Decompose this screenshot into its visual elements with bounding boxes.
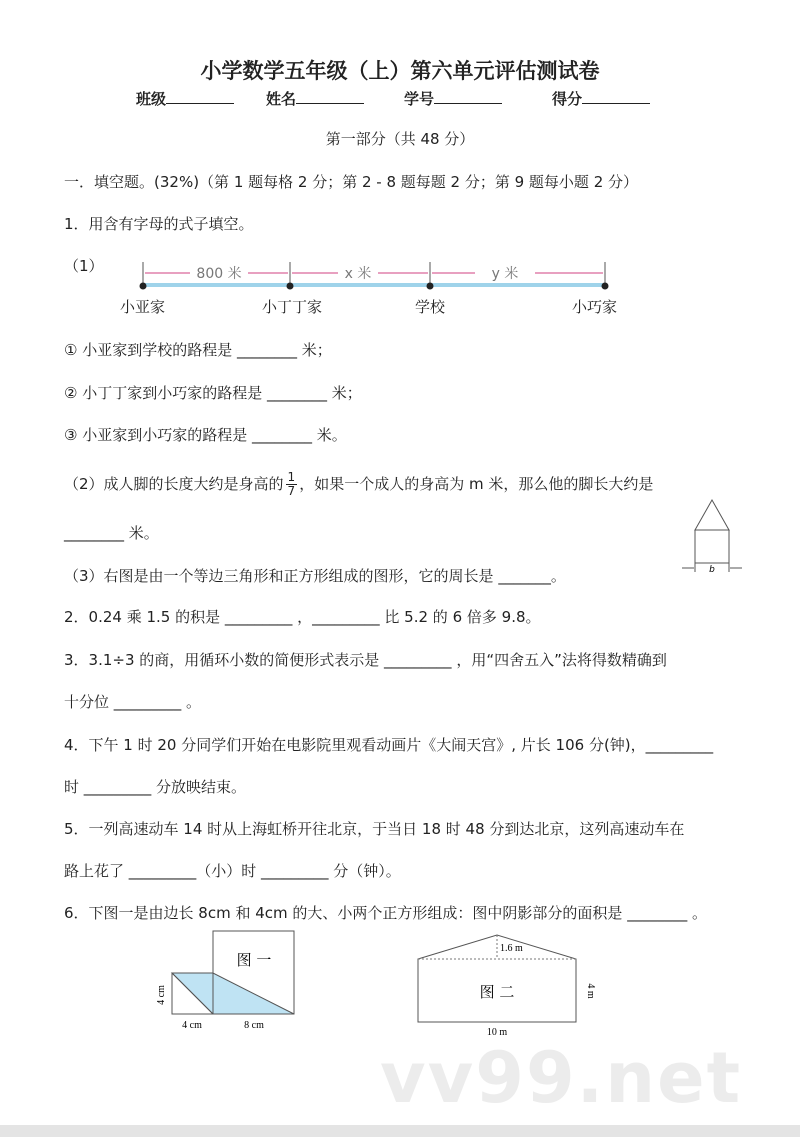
dimension-label: 4 cm bbox=[156, 985, 167, 1005]
place-label: 小亚家 bbox=[120, 298, 166, 316]
watermark: vv99.net bbox=[380, 1037, 743, 1119]
side-label: b bbox=[709, 565, 715, 575]
q3-text-cont: 十分位 _________ 。 bbox=[64, 693, 202, 711]
class-label: 班级 bbox=[136, 90, 167, 108]
blank[interactable] bbox=[582, 89, 650, 104]
part-heading: 第一部分（共 48 分） bbox=[325, 130, 475, 148]
fraction bbox=[286, 471, 298, 498]
q1-item-b: ② 小丁丁家到小巧家的路程是 ________ 米； bbox=[64, 384, 362, 402]
name-label: 姓名 bbox=[266, 90, 297, 108]
q2-text: 2．0.24 乘 1.5 的积是 _________ ，_________ 比 5.2 的 6 倍多 9.8。 bbox=[64, 608, 541, 626]
q1-sub2 bbox=[64, 468, 653, 500]
q3-text: 3．3.1÷3 的商，用循环小数的简便形式表示是 _________ ，用“四舍五入”法将得数精确到 bbox=[64, 651, 667, 669]
q5-text: 5．一列高速动车 14 时从上海虹桥开往北京，于当日 18 时 48 分到达北京，这列高速动车在 bbox=[64, 820, 685, 838]
dimension-label: 8 cm bbox=[244, 1020, 264, 1031]
segment-label: 800 米 bbox=[196, 266, 242, 282]
blank[interactable] bbox=[296, 89, 364, 104]
id-field bbox=[404, 88, 502, 109]
q4-text-cont: 时 _________ 分放映结束。 bbox=[64, 778, 247, 796]
q1-sub3: （3）右图是由一个等边三角形和正方形组成的图形，它的周长是 _______。 bbox=[64, 567, 566, 585]
q4-text: 4．下午 1 时 20 分同学们开始在电影院里观看动画片《大闹天宫》, 片长 106 分(钟)，_________ bbox=[64, 736, 714, 754]
q1-sub2-text: （2）成人脚的长度大约是身高的 bbox=[64, 475, 284, 493]
q1-sub2-text: ，如果一个成人的身高为 m 米，那么他的脚长大约是 bbox=[299, 475, 654, 493]
q1-text: 1．用含有字母的式子填空。 bbox=[64, 215, 254, 233]
segment-label: x 米 bbox=[344, 266, 372, 282]
blank[interactable] bbox=[166, 89, 234, 104]
name-field bbox=[266, 88, 364, 109]
page-bottom-edge bbox=[0, 1125, 800, 1137]
dimension-label: 4 m bbox=[585, 983, 596, 999]
q1-sub2-answer: ________ 米。 bbox=[64, 524, 159, 542]
distance-diagram bbox=[130, 256, 620, 296]
section-heading: 一．填空题。(32%)（第 1 题每格 2 分；第 2 - 8 题每题 2 分；第 9 题每小题 2 分） bbox=[64, 173, 639, 191]
page-title: 小学数学五年级（上）第六单元评估测试卷 bbox=[200, 59, 600, 83]
class-field bbox=[136, 88, 234, 109]
q1-item-a: ① 小亚家到学校的路程是 ________ 米； bbox=[64, 341, 332, 359]
segment-label: y 米 bbox=[491, 266, 519, 282]
id-label: 学号 bbox=[404, 90, 435, 108]
q5-text-cont: 路上花了 _________（小）时 _________ 分（钟）。 bbox=[64, 862, 401, 880]
dimension-label: 10 m bbox=[486, 1027, 508, 1038]
figure-one bbox=[150, 925, 310, 1035]
figure-caption: 图 一 bbox=[236, 951, 272, 969]
place-label: 学校 bbox=[415, 298, 446, 316]
denominator: 7 bbox=[287, 484, 296, 498]
figure-caption: 图 二 bbox=[479, 983, 515, 1001]
q1-item-c: ③ 小亚家到小巧家的路程是 ________ 米。 bbox=[64, 426, 347, 444]
place-label: 小丁丁家 bbox=[262, 298, 323, 316]
figure-two bbox=[410, 925, 600, 1040]
score-label: 得分 bbox=[552, 90, 583, 108]
q1-sub1: （1） bbox=[64, 257, 104, 275]
house-figure bbox=[680, 496, 750, 576]
place-label: 小巧家 bbox=[572, 298, 618, 316]
blank[interactable] bbox=[434, 89, 502, 104]
q6-text: 6．下图一是由边长 8cm 和 4cm 的大、小两个正方形组成：图中阴影部分的面积是 ________ 。 bbox=[64, 904, 707, 922]
numerator: 1 bbox=[287, 470, 296, 484]
score-field bbox=[552, 88, 650, 109]
dimension-label: 4 cm bbox=[182, 1020, 202, 1031]
dimension-label: 1.6 m bbox=[500, 943, 523, 954]
